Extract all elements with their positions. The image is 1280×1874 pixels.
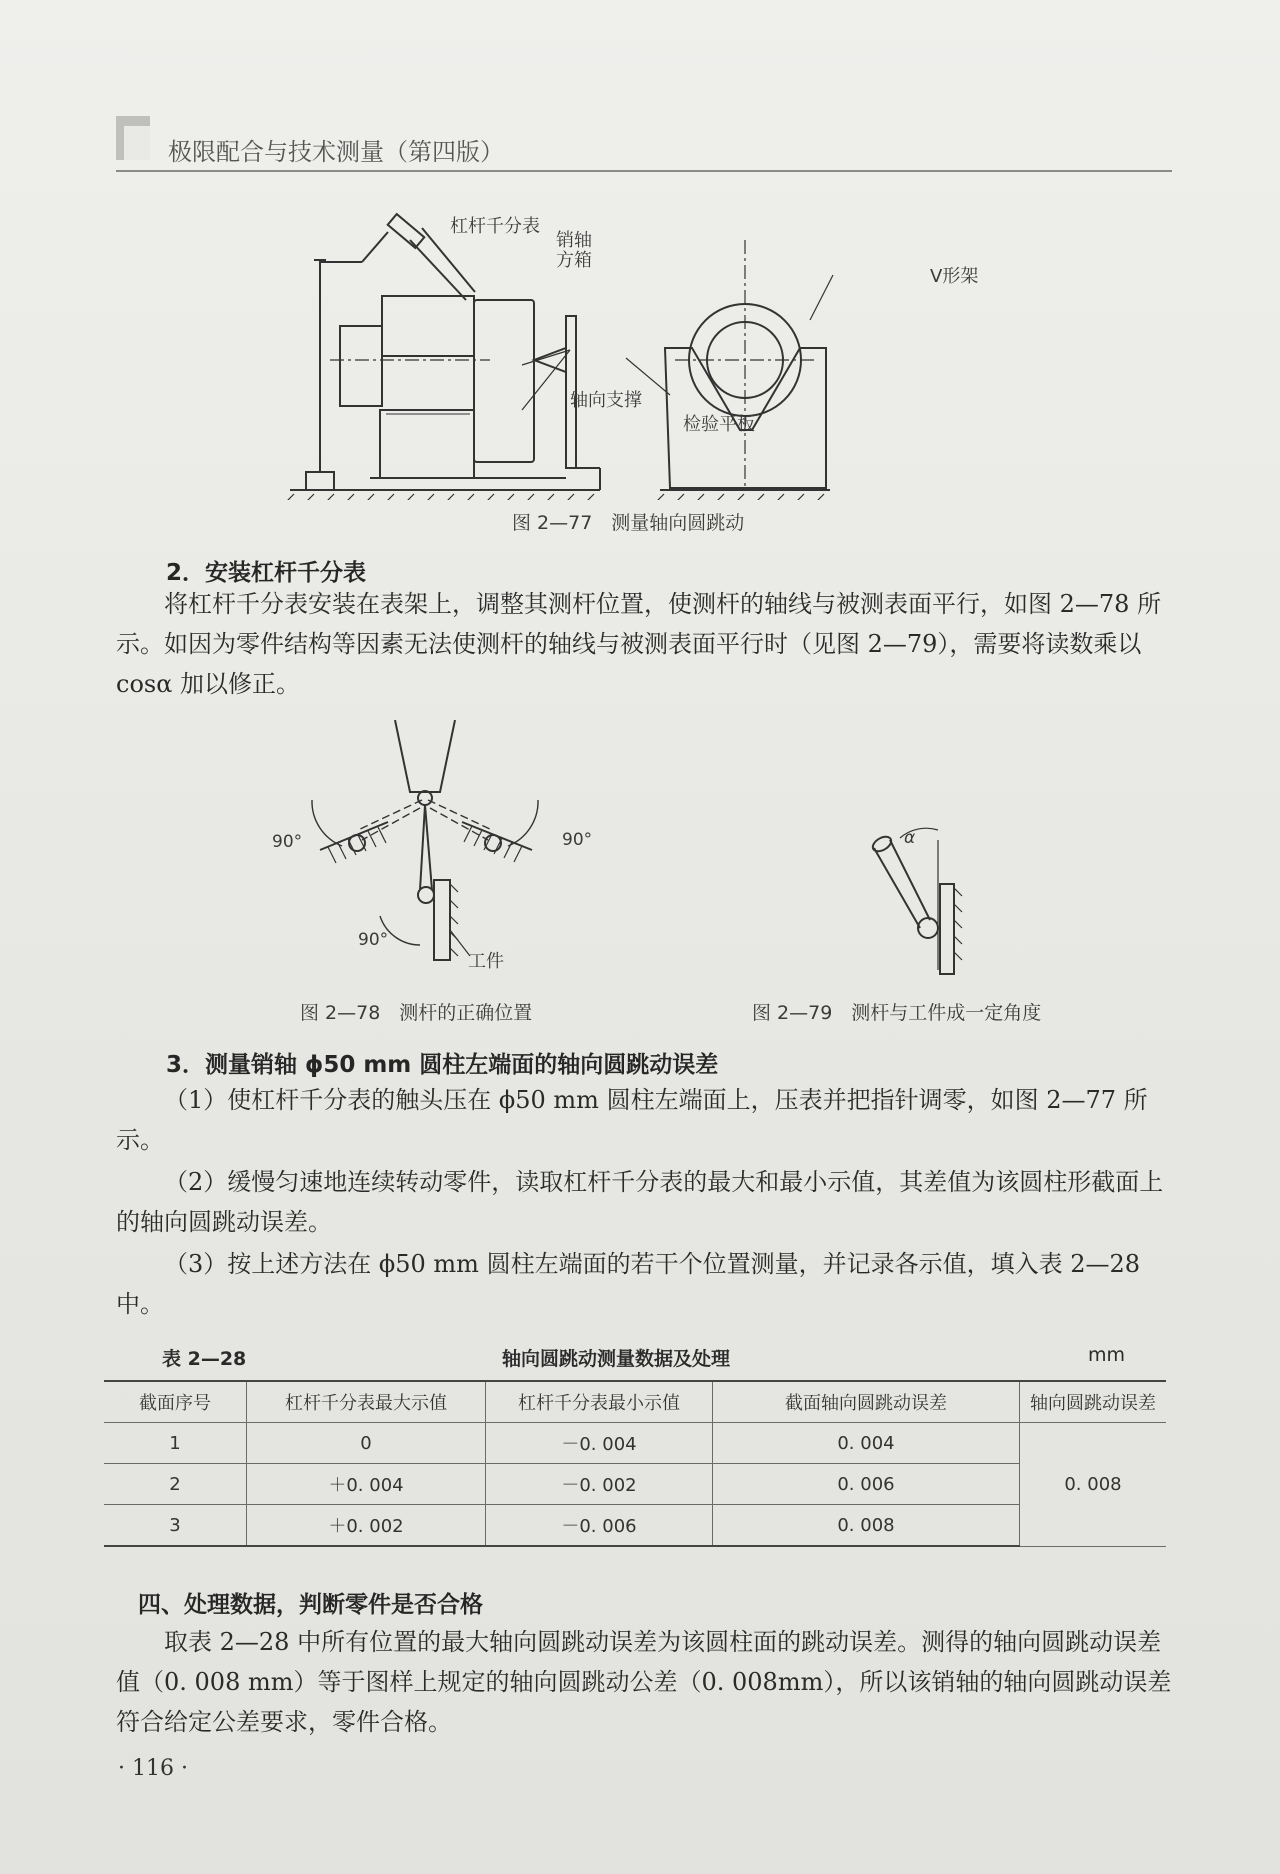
table-unit: mm bbox=[1088, 1344, 1126, 1366]
figure-2-78-diagram bbox=[270, 720, 593, 970]
section-2-heading: 2．安装杠杆千分表 bbox=[166, 560, 367, 586]
header-corner-mark bbox=[116, 116, 150, 160]
label-pin: 销轴 bbox=[556, 230, 592, 251]
page-number: · 116 · bbox=[118, 1756, 188, 1781]
table-cell: 0 bbox=[247, 1423, 486, 1464]
header-rule bbox=[116, 170, 1172, 172]
label-square-box: 方箱 bbox=[556, 250, 592, 271]
fig78-workpiece-label: 工件 bbox=[468, 951, 504, 972]
table-header-row bbox=[104, 1381, 1166, 1423]
runout-data-table bbox=[104, 1380, 1166, 1547]
table-cell: －0. 002 bbox=[486, 1464, 713, 1505]
table-header-cell: 轴向圆跳动误差 bbox=[1020, 1381, 1167, 1423]
label-v-block: V形架 bbox=[930, 266, 979, 287]
table-cell: 2 bbox=[104, 1464, 247, 1505]
table-cell: ＋0. 002 bbox=[247, 1505, 486, 1547]
table-cell: 0. 006 bbox=[713, 1464, 1020, 1505]
figure-2-77-diagram bbox=[270, 200, 990, 500]
table-header-cell: 杠杆千分表最大示值 bbox=[247, 1381, 486, 1423]
section-4-paragraph: 取表 2—28 中所有位置的最大轴向圆跳动误差为该圆柱面的跳动误差。测得的轴向圆跳动误差值（0. 008 mm）等于图样上规定的轴向圆跳动公差（0. 008mm），所以该销轴的轴向圆跳动误差符合给定公差要求，零件合格。 bbox=[116, 1628, 1172, 1736]
figure-2-79-caption: 图 2—79 测杆与工件成一定角度 bbox=[752, 1002, 1042, 1024]
section-3-step-2: （2）缓慢匀速地连续转动零件，读取杠杆千分表的最大和最小示值，其差值为该圆柱形截面上的轴向圆跳动误差。 bbox=[116, 1168, 1164, 1236]
section-3-step-3: （3）按上述方法在 ϕ50 mm 圆柱左端面的若干个位置测量，并记录各示值，填入表 2—28中。 bbox=[116, 1250, 1141, 1318]
table-cell: －0. 004 bbox=[486, 1423, 713, 1464]
table-cell: 3 bbox=[104, 1505, 247, 1547]
table-cell: ＋0. 004 bbox=[247, 1464, 486, 1505]
fig78-angle-bottom: 90° bbox=[358, 930, 389, 950]
figure-2-79-diagram bbox=[860, 820, 1000, 980]
fig78-angle-left: 90° bbox=[272, 832, 303, 852]
header-title: 极限配合与技术测量（第四版） bbox=[168, 138, 504, 166]
figure-2-77-caption: 图 2—77 测量轴向圆跳动 bbox=[512, 512, 745, 534]
table-header-cell: 截面轴向圆跳动误差 bbox=[713, 1381, 1020, 1423]
figure-2-78-caption: 图 2—78 测杆的正确位置 bbox=[300, 1002, 533, 1024]
section-2-paragraph: 将杠杆千分表安装在表架上，调整其测杆位置，使测杆的轴线与被测表面平行，如图 2—78 所示。如因为零件结构等因素无法使测杆的轴线与被测表面平行时（见图 2—79），需要将读数乘以 cosα 加以修正。 bbox=[116, 590, 1162, 698]
table-row bbox=[104, 1464, 1166, 1505]
table-row bbox=[104, 1423, 1166, 1464]
table-row bbox=[104, 1505, 1166, 1547]
table-cell: 1 bbox=[104, 1423, 247, 1464]
table-total-cell: 0. 008 bbox=[1020, 1423, 1167, 1547]
table-number: 表 2—28 bbox=[162, 1348, 247, 1370]
table-cell: －0. 006 bbox=[486, 1505, 713, 1547]
table-title: 轴向圆跳动测量数据及处理 bbox=[502, 1348, 731, 1370]
table-header-cell: 截面序号 bbox=[104, 1381, 247, 1423]
label-dial-indicator: 杠杆千分表 bbox=[450, 216, 540, 237]
label-axial-support: 轴向支撑 bbox=[570, 390, 642, 411]
fig79-alpha-label: α bbox=[904, 828, 916, 848]
table-header-cell: 杠杆千分表最小示值 bbox=[486, 1381, 713, 1423]
section-3-step-1: （1）使杠杆千分表的触头压在 ϕ50 mm 圆柱左端面上，压表并把指针调零，如图 2—77 所示。 bbox=[116, 1086, 1148, 1154]
label-inspection-plate: 检验平板 bbox=[683, 414, 755, 435]
section-3-heading: 3．测量销轴 ϕ50 mm 圆柱左端面的轴向圆跳动误差 bbox=[166, 1052, 719, 1078]
section-4-heading: 四、处理数据，判断零件是否合格 bbox=[138, 1592, 483, 1618]
fig78-angle-right: 90° bbox=[562, 830, 593, 850]
table-cell: 0. 008 bbox=[713, 1505, 1020, 1547]
table-cell: 0. 004 bbox=[713, 1423, 1020, 1464]
